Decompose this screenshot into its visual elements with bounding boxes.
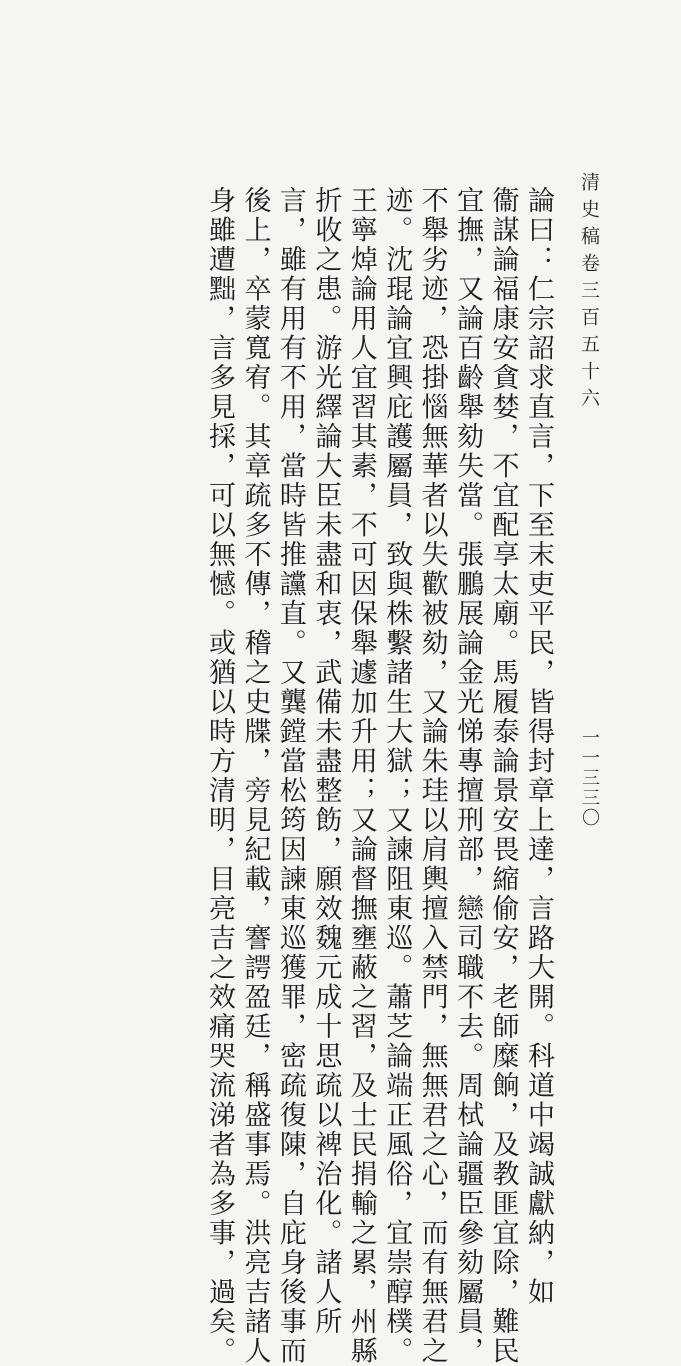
text-column: 王寧焯論用人宜習其素，不可因保舉遽加升用；又論督撫壅蔽之習，及士民捐輸之累，州縣 (345, 186, 377, 1366)
running-header: 清史稿卷三百五十六 (578, 172, 600, 415)
text-column: 言，雖有用有不用，當時皆推讜直。又龔鏜當松筠因諫東巡獲罪，密疏復陳，自庇身後事而 (274, 186, 306, 1366)
text-column: 不舉劣迹，恐掛惱無華者以失歡被劾，又論朱珪以肩輿擅入禁門，無無君之心，而有無君之 (416, 186, 448, 1366)
text-column: 宜撫，又論百齡舉劾失當。張鵬展論金光悌專擅刑部，戀司職不去。周栻論疆臣參劾屬員， (452, 186, 484, 1366)
text-column: 論曰：仁宗詔求直言，下至末吏平民，皆得封章上達，言路大開。科道中竭誠獻納，如 (522, 186, 554, 1307)
text-column: 迹。沈琨論宜興庇護屬員，致與株繫諸生大獄；又諫阻東巡。蕭芝論端正風俗，宜崇醇樸。 (381, 186, 413, 1366)
text-column: 身雖遭黜，言多見採，可以無憾。或猶以時方清明，目亮吉之效痛哭流涕者為多事，過矣。 (204, 186, 235, 1366)
text-column: 衞謀論福康安貪婪，不宜配享太廟。馬履泰論景安畏縮偷安，老師糜餉，及教匪宜除，難民 (487, 186, 519, 1366)
body-text (204, 186, 554, 1366)
page-number: 一一三三〇 (579, 728, 600, 828)
text-column: 後上，卒蒙寬宥。其章疏多不傳，稽之史牒，旁見紀載，謇諤盈廷，稱盛事焉。洪亮吉諸人 (239, 186, 271, 1366)
text-column: 折收之患。游光繹論大臣未盡和衷，武備未盡整飭，願效魏元成十思疏以裨治化。諸人所 (310, 186, 342, 1337)
